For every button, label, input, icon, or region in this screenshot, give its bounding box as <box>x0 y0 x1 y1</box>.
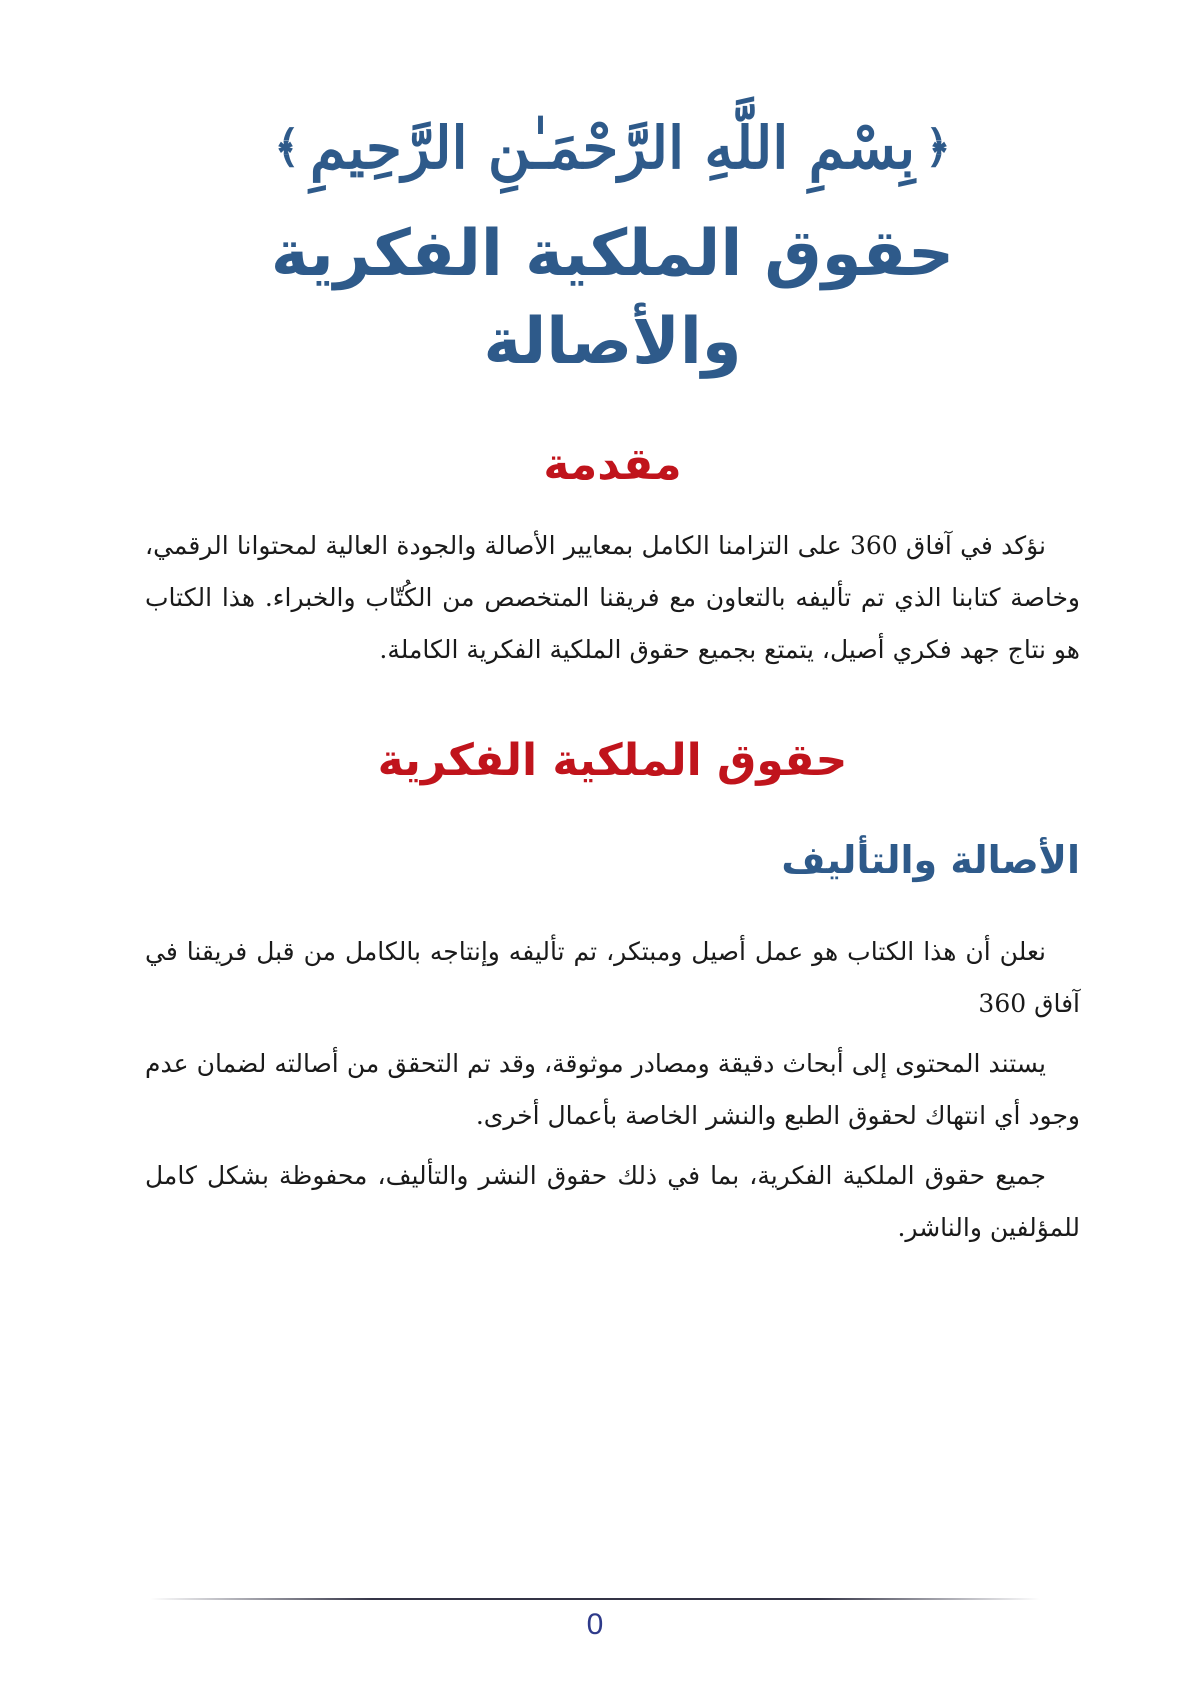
basmala <box>145 100 1080 196</box>
rights-paragraph-3: جميع حقوق الملكية الفكرية، بما في ذلك حقوق النشر والتأليف، محفوظة بشكل كامل للمؤلفين والناشر. <box>145 1161 1080 1242</box>
ornament-bracket-left-icon: ﴾ <box>274 122 300 173</box>
intro-paragraph: نؤكد في آفاق 360 على التزامنا الكامل بمعايير الأصالة والجودة العالية لمحتوانا الرقمي، وخاصة كتابنا الذي تم تأليفه بالتعاون مع فريقنا المتخصص من الكُتّاب والخبراء. هذا الكتاب هو نتاج جهد فكري أصيل، يتمتع بجميع حقوق الملكية الفكرية الكاملة. <box>145 531 1080 664</box>
rights-paragraph-2: يستند المحتوى إلى أبحاث دقيقة ومصادر موثوقة، وقد تم التحقق من أصالته لضمان عدم وجود أي انتهاك لحقوق الطبع والنشر الخاصة بأعمال أخرى. <box>145 1049 1080 1130</box>
originality-subheading: الأصالة والتأليف <box>781 838 1080 882</box>
basmala-text: بِسْمِ اللَّهِ الرَّحْمَـٰنِ الرَّحِيمِ <box>309 114 916 182</box>
rights-heading: حقوق الملكية الفكرية <box>377 735 848 786</box>
ornament-bracket-right-icon: ﴿ <box>925 122 951 173</box>
footer-divider <box>150 1598 1040 1600</box>
page-content <box>145 100 1080 1254</box>
intro-heading: مقدمة <box>543 439 682 490</box>
page-title: حقوق الملكية الفكرية والأصالة <box>270 217 955 379</box>
page-number: 0 <box>586 1608 604 1641</box>
rights-paragraph-1: نعلن أن هذا الكتاب هو عمل أصيل ومبتكر، تم تأليفه وإنتاجه بالكامل من قبل فريقنا في آفاق 360 <box>145 937 1080 1018</box>
